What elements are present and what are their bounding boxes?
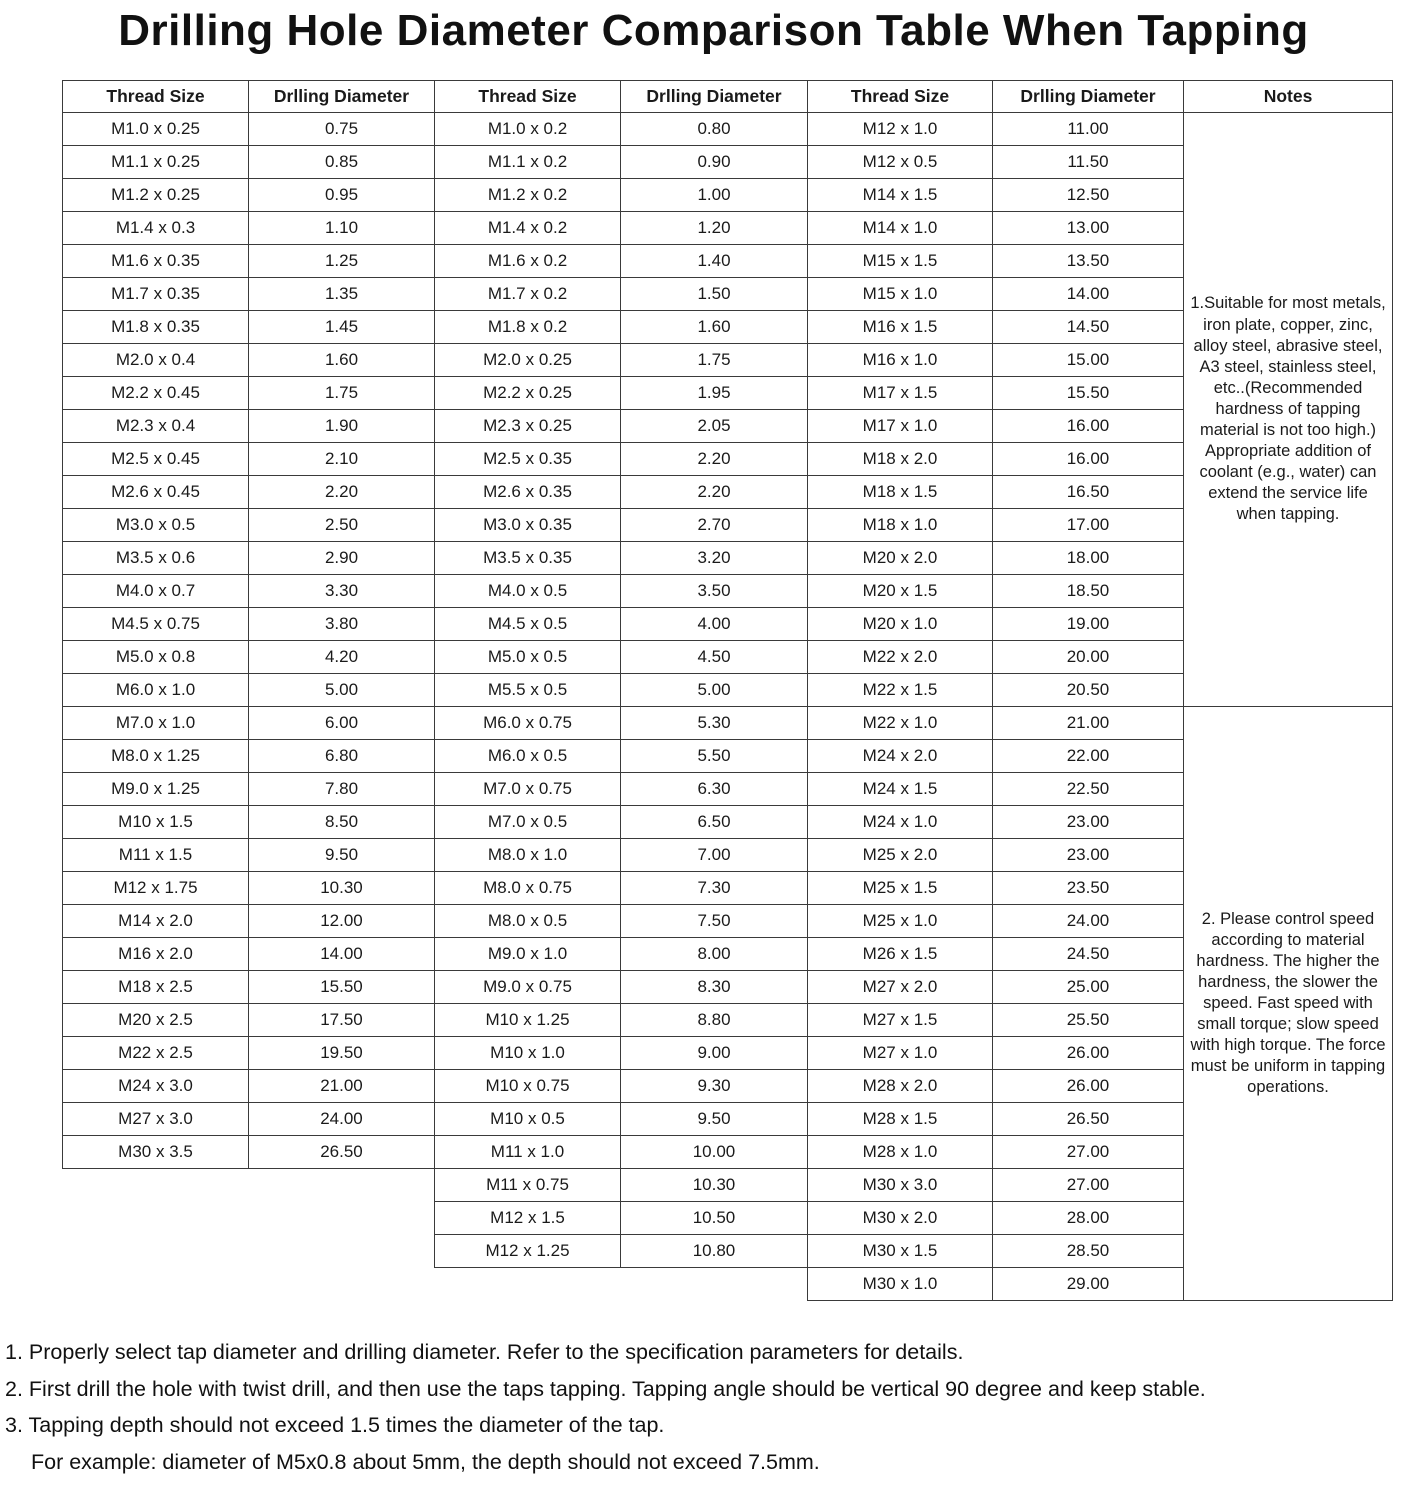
footer-notes bbox=[0, 1341, 1427, 1475]
drilling-diameter-cell: 19.50 bbox=[249, 1037, 435, 1070]
thread-size-cell: M15 x 1.0 bbox=[808, 278, 993, 311]
thread-size-cell: M28 x 2.0 bbox=[808, 1070, 993, 1103]
thread-size-cell: M1.7 x 0.2 bbox=[435, 278, 621, 311]
drilling-diameter-cell: 19.00 bbox=[993, 608, 1184, 641]
thread-size-cell: M10 x 0.75 bbox=[435, 1070, 621, 1103]
empty-cell bbox=[249, 1235, 435, 1268]
drilling-diameter-cell: 0.75 bbox=[249, 113, 435, 146]
drilling-diameter-cell: 27.00 bbox=[993, 1169, 1184, 1202]
col-header-drilling-diameter-1: Drlling Diameter bbox=[249, 81, 435, 113]
thread-size-cell: M1.4 x 0.2 bbox=[435, 212, 621, 245]
drilling-diameter-cell: 7.80 bbox=[249, 773, 435, 806]
thread-size-cell: M25 x 1.5 bbox=[808, 872, 993, 905]
col-header-drilling-diameter-2: Drlling Diameter bbox=[621, 81, 808, 113]
drilling-diameter-cell: 5.30 bbox=[621, 707, 808, 740]
drilling-diameter-cell: 9.50 bbox=[249, 839, 435, 872]
drilling-diameter-cell: 28.00 bbox=[993, 1202, 1184, 1235]
thread-size-cell: M18 x 2.0 bbox=[808, 443, 993, 476]
drilling-diameter-cell: 10.00 bbox=[621, 1136, 808, 1169]
thread-size-cell: M20 x 1.0 bbox=[808, 608, 993, 641]
thread-size-cell: M10 x 1.0 bbox=[435, 1037, 621, 1070]
drilling-diameter-cell: 14.00 bbox=[993, 278, 1184, 311]
thread-size-cell: M7.0 x 0.75 bbox=[435, 773, 621, 806]
drilling-diameter-cell: 1.45 bbox=[249, 311, 435, 344]
empty-cell bbox=[435, 1268, 621, 1301]
drilling-diameter-cell: 8.00 bbox=[621, 938, 808, 971]
thread-size-cell: M20 x 1.5 bbox=[808, 575, 993, 608]
drilling-diameter-cell: 21.00 bbox=[993, 707, 1184, 740]
thread-size-cell: M5.0 x 0.5 bbox=[435, 641, 621, 674]
thread-size-cell: M3.0 x 0.35 bbox=[435, 509, 621, 542]
thread-size-cell: M12 x 1.0 bbox=[808, 113, 993, 146]
footer-note-1: 1. Properly select tap diameter and drilling diameter. Refer to the specification parameters for details. bbox=[5, 1340, 964, 1364]
drilling-diameter-cell: 2.20 bbox=[249, 476, 435, 509]
thread-size-cell: M1.2 x 0.25 bbox=[63, 179, 249, 212]
drilling-diameter-cell: 5.00 bbox=[249, 674, 435, 707]
thread-size-cell: M14 x 1.5 bbox=[808, 179, 993, 212]
drilling-diameter-cell: 9.30 bbox=[621, 1070, 808, 1103]
drilling-diameter-cell: 17.50 bbox=[249, 1004, 435, 1037]
drilling-diameter-cell: 11.50 bbox=[993, 146, 1184, 179]
drilling-diameter-cell: 2.20 bbox=[621, 443, 808, 476]
drilling-diameter-cell: 7.00 bbox=[621, 839, 808, 872]
drilling-diameter-table bbox=[62, 80, 1393, 1301]
notes-cell-2: 2. Please control speed according to material hardness. The higher the hardness, the slower the speed. Fast speed with small torque; slow speed with high torque. The force must be uniform in tapping operations. bbox=[1184, 707, 1393, 1301]
thread-size-cell: M2.6 x 0.35 bbox=[435, 476, 621, 509]
drilling-diameter-cell: 10.30 bbox=[621, 1169, 808, 1202]
drilling-diameter-cell: 23.00 bbox=[993, 806, 1184, 839]
thread-size-cell: M20 x 2.5 bbox=[63, 1004, 249, 1037]
thread-size-cell: M28 x 1.0 bbox=[808, 1136, 993, 1169]
drilling-diameter-cell: 13.50 bbox=[993, 245, 1184, 278]
empty-cell bbox=[63, 1235, 249, 1268]
col-header-thread-size-3: Thread Size bbox=[808, 81, 993, 113]
thread-size-cell: M1.4 x 0.3 bbox=[63, 212, 249, 245]
drilling-diameter-cell: 9.50 bbox=[621, 1103, 808, 1136]
drilling-diameter-cell: 2.05 bbox=[621, 410, 808, 443]
thread-size-cell: M22 x 2.0 bbox=[808, 641, 993, 674]
drilling-diameter-cell: 10.30 bbox=[249, 872, 435, 905]
drilling-diameter-cell: 4.50 bbox=[621, 641, 808, 674]
thread-size-cell: M1.2 x 0.2 bbox=[435, 179, 621, 212]
thread-size-cell: M27 x 1.0 bbox=[808, 1037, 993, 1070]
drilling-diameter-cell: 12.00 bbox=[249, 905, 435, 938]
footer-note-2: 2. First drill the hole with twist drill, and then use the taps tapping. Tapping angle should be vertical 90 degree and keep stable. bbox=[5, 1376, 1206, 1401]
thread-size-cell: M22 x 2.5 bbox=[63, 1037, 249, 1070]
thread-size-cell: M12 x 1.25 bbox=[435, 1235, 621, 1268]
thread-size-cell: M24 x 1.0 bbox=[808, 806, 993, 839]
drilling-diameter-cell: 14.00 bbox=[249, 938, 435, 971]
thread-size-cell: M16 x 1.5 bbox=[808, 311, 993, 344]
thread-size-cell: M1.0 x 0.25 bbox=[63, 113, 249, 146]
drilling-diameter-cell: 6.50 bbox=[621, 806, 808, 839]
empty-cell bbox=[249, 1268, 435, 1301]
drilling-diameter-cell: 15.50 bbox=[993, 377, 1184, 410]
thread-size-cell: M25 x 2.0 bbox=[808, 839, 993, 872]
drilling-diameter-cell: 22.00 bbox=[993, 740, 1184, 773]
thread-size-cell: M2.5 x 0.45 bbox=[63, 443, 249, 476]
thread-size-cell: M20 x 2.0 bbox=[808, 542, 993, 575]
thread-size-cell: M2.0 x 0.25 bbox=[435, 344, 621, 377]
drilling-diameter-cell: 17.00 bbox=[993, 509, 1184, 542]
col-header-thread-size-2: Thread Size bbox=[435, 81, 621, 113]
thread-size-cell: M27 x 2.0 bbox=[808, 971, 993, 1004]
thread-size-cell: M1.0 x 0.2 bbox=[435, 113, 621, 146]
drilling-diameter-cell: 20.50 bbox=[993, 674, 1184, 707]
drilling-diameter-cell: 3.80 bbox=[249, 608, 435, 641]
drilling-diameter-cell: 1.60 bbox=[621, 311, 808, 344]
thread-size-cell: M25 x 1.0 bbox=[808, 905, 993, 938]
drilling-diameter-cell: 26.00 bbox=[993, 1070, 1184, 1103]
thread-size-cell: M1.8 x 0.35 bbox=[63, 311, 249, 344]
drilling-diameter-cell: 1.50 bbox=[621, 278, 808, 311]
drilling-diameter-cell: 24.00 bbox=[993, 905, 1184, 938]
thread-size-cell: M12 x 0.5 bbox=[808, 146, 993, 179]
thread-size-cell: M1.7 x 0.35 bbox=[63, 278, 249, 311]
thread-size-cell: M11 x 1.5 bbox=[63, 839, 249, 872]
drilling-diameter-cell: 15.50 bbox=[249, 971, 435, 1004]
thread-size-cell: M15 x 1.5 bbox=[808, 245, 993, 278]
drilling-diameter-cell: 16.50 bbox=[993, 476, 1184, 509]
thread-size-cell: M2.0 x 0.4 bbox=[63, 344, 249, 377]
drilling-diameter-cell: 12.50 bbox=[993, 179, 1184, 212]
drilling-diameter-cell: 2.10 bbox=[249, 443, 435, 476]
thread-size-cell: M6.0 x 0.5 bbox=[435, 740, 621, 773]
drilling-diameter-cell: 1.00 bbox=[621, 179, 808, 212]
thread-size-cell: M30 x 1.0 bbox=[808, 1268, 993, 1301]
thread-size-cell: M17 x 1.5 bbox=[808, 377, 993, 410]
thread-size-cell: M24 x 1.5 bbox=[808, 773, 993, 806]
col-header-drilling-diameter-3: Drlling Diameter bbox=[993, 81, 1184, 113]
thread-size-cell: M28 x 1.5 bbox=[808, 1103, 993, 1136]
thread-size-cell: M27 x 1.5 bbox=[808, 1004, 993, 1037]
col-header-notes: Notes bbox=[1184, 81, 1393, 113]
thread-size-cell: M4.0 x 0.5 bbox=[435, 575, 621, 608]
drilling-diameter-cell: 23.50 bbox=[993, 872, 1184, 905]
thread-size-cell: M1.1 x 0.25 bbox=[63, 146, 249, 179]
drilling-diameter-cell: 8.30 bbox=[621, 971, 808, 1004]
drilling-diameter-cell: 9.00 bbox=[621, 1037, 808, 1070]
footer-note-3: 3. Tapping depth should not exceed 1.5 times the diameter of the tap. bbox=[5, 1413, 665, 1438]
drilling-diameter-cell: 16.00 bbox=[993, 443, 1184, 476]
drilling-diameter-cell: 25.00 bbox=[993, 971, 1184, 1004]
thread-size-cell: M8.0 x 1.0 bbox=[435, 839, 621, 872]
drilling-diameter-cell: 6.00 bbox=[249, 707, 435, 740]
thread-size-cell: M30 x 3.0 bbox=[808, 1169, 993, 1202]
thread-size-cell: M4.0 x 0.7 bbox=[63, 575, 249, 608]
thread-size-cell: M12 x 1.5 bbox=[435, 1202, 621, 1235]
thread-size-cell: M7.0 x 0.5 bbox=[435, 806, 621, 839]
drilling-diameter-cell: 11.00 bbox=[993, 113, 1184, 146]
thread-size-cell: M24 x 3.0 bbox=[63, 1070, 249, 1103]
drilling-diameter-cell: 18.00 bbox=[993, 542, 1184, 575]
thread-size-cell: M1.6 x 0.35 bbox=[63, 245, 249, 278]
table-row bbox=[63, 113, 1393, 146]
thread-size-cell: M1.1 x 0.2 bbox=[435, 146, 621, 179]
drilling-diameter-cell: 1.75 bbox=[621, 344, 808, 377]
thread-size-cell: M8.0 x 0.5 bbox=[435, 905, 621, 938]
thread-size-cell: M9.0 x 1.0 bbox=[435, 938, 621, 971]
notes-cell-1: 1.Suitable for most metals, iron plate, copper, zinc, alloy steel, abrasive steel, A3 steel, stainless steel, etc..(Recommended hardness of tapping material is not too high.) Appropriate addition of coolant (e.g., water) can extend the service life when tapping. bbox=[1184, 113, 1393, 707]
drilling-diameter-cell: 1.75 bbox=[249, 377, 435, 410]
drilling-diameter-cell: 0.80 bbox=[621, 113, 808, 146]
thread-size-cell: M2.2 x 0.45 bbox=[63, 377, 249, 410]
thread-size-cell: M5.5 x 0.5 bbox=[435, 674, 621, 707]
drilling-diameter-cell: 2.20 bbox=[621, 476, 808, 509]
drilling-diameter-cell: 10.80 bbox=[621, 1235, 808, 1268]
drilling-diameter-cell: 3.50 bbox=[621, 575, 808, 608]
drilling-diameter-cell: 5.50 bbox=[621, 740, 808, 773]
thread-size-cell: M24 x 2.0 bbox=[808, 740, 993, 773]
drilling-diameter-cell: 26.50 bbox=[993, 1103, 1184, 1136]
drilling-diameter-cell: 1.40 bbox=[621, 245, 808, 278]
drilling-diameter-cell: 0.95 bbox=[249, 179, 435, 212]
drilling-diameter-cell: 1.25 bbox=[249, 245, 435, 278]
drilling-diameter-cell: 26.50 bbox=[249, 1136, 435, 1169]
thread-size-cell: M8.0 x 1.25 bbox=[63, 740, 249, 773]
thread-size-cell: M12 x 1.75 bbox=[63, 872, 249, 905]
drilling-diameter-cell: 8.50 bbox=[249, 806, 435, 839]
drilling-diameter-cell: 14.50 bbox=[993, 311, 1184, 344]
empty-cell bbox=[249, 1202, 435, 1235]
thread-size-cell: M11 x 1.0 bbox=[435, 1136, 621, 1169]
drilling-diameter-cell: 3.30 bbox=[249, 575, 435, 608]
drilling-diameter-cell: 1.60 bbox=[249, 344, 435, 377]
drilling-diameter-cell: 7.30 bbox=[621, 872, 808, 905]
thread-size-cell: M7.0 x 1.0 bbox=[63, 707, 249, 740]
drilling-diameter-cell: 7.50 bbox=[621, 905, 808, 938]
thread-size-cell: M14 x 2.0 bbox=[63, 905, 249, 938]
drilling-diameter-cell: 3.20 bbox=[621, 542, 808, 575]
thread-size-cell: M18 x 1.0 bbox=[808, 509, 993, 542]
thread-size-cell: M22 x 1.5 bbox=[808, 674, 993, 707]
drilling-diameter-cell: 6.30 bbox=[621, 773, 808, 806]
drilling-diameter-cell: 1.95 bbox=[621, 377, 808, 410]
comparison-table-body bbox=[63, 113, 1393, 1301]
drilling-diameter-cell: 15.00 bbox=[993, 344, 1184, 377]
footer-note-example: For example: diameter of M5x0.8 about 5mm, the depth should not exceed 7.5mm. bbox=[31, 1449, 820, 1474]
table-row bbox=[63, 707, 1393, 740]
thread-size-cell: M1.6 x 0.2 bbox=[435, 245, 621, 278]
drilling-diameter-cell: 0.90 bbox=[621, 146, 808, 179]
thread-size-cell: M26 x 1.5 bbox=[808, 938, 993, 971]
drilling-diameter-cell: 18.50 bbox=[993, 575, 1184, 608]
drilling-diameter-cell: 24.00 bbox=[249, 1103, 435, 1136]
drilling-diameter-cell: 2.50 bbox=[249, 509, 435, 542]
drilling-diameter-cell: 28.50 bbox=[993, 1235, 1184, 1268]
thread-size-cell: M22 x 1.0 bbox=[808, 707, 993, 740]
thread-size-cell: M10 x 1.25 bbox=[435, 1004, 621, 1037]
drilling-diameter-cell: 0.85 bbox=[249, 146, 435, 179]
thread-size-cell: M1.8 x 0.2 bbox=[435, 311, 621, 344]
drilling-diameter-cell: 25.50 bbox=[993, 1004, 1184, 1037]
drilling-diameter-cell: 10.50 bbox=[621, 1202, 808, 1235]
drilling-diameter-cell: 21.00 bbox=[249, 1070, 435, 1103]
drilling-diameter-cell: 6.80 bbox=[249, 740, 435, 773]
thread-size-cell: M5.0 x 0.8 bbox=[63, 641, 249, 674]
thread-size-cell: M4.5 x 0.75 bbox=[63, 608, 249, 641]
thread-size-cell: M6.0 x 1.0 bbox=[63, 674, 249, 707]
empty-cell bbox=[621, 1268, 808, 1301]
drilling-diameter-cell: 13.00 bbox=[993, 212, 1184, 245]
drilling-diameter-cell: 4.20 bbox=[249, 641, 435, 674]
drilling-diameter-cell: 8.80 bbox=[621, 1004, 808, 1037]
col-header-thread-size-1: Thread Size bbox=[63, 81, 249, 113]
thread-size-cell: M14 x 1.0 bbox=[808, 212, 993, 245]
thread-size-cell: M9.0 x 1.25 bbox=[63, 773, 249, 806]
thread-size-cell: M3.5 x 0.35 bbox=[435, 542, 621, 575]
thread-size-cell: M11 x 0.75 bbox=[435, 1169, 621, 1202]
thread-size-cell: M10 x 0.5 bbox=[435, 1103, 621, 1136]
thread-size-cell: M16 x 2.0 bbox=[63, 938, 249, 971]
thread-size-cell: M27 x 3.0 bbox=[63, 1103, 249, 1136]
empty-cell bbox=[63, 1202, 249, 1235]
empty-cell bbox=[63, 1169, 249, 1202]
drilling-diameter-cell: 1.35 bbox=[249, 278, 435, 311]
drilling-diameter-cell: 2.90 bbox=[249, 542, 435, 575]
thread-size-cell: M3.5 x 0.6 bbox=[63, 542, 249, 575]
thread-size-cell: M6.0 x 0.75 bbox=[435, 707, 621, 740]
thread-size-cell: M2.2 x 0.25 bbox=[435, 377, 621, 410]
thread-size-cell: M3.0 x 0.5 bbox=[63, 509, 249, 542]
empty-cell bbox=[63, 1268, 249, 1301]
thread-size-cell: M2.3 x 0.4 bbox=[63, 410, 249, 443]
page-title: Drilling Hole Diameter Comparison Table When Tapping bbox=[118, 6, 1309, 55]
drilling-diameter-cell: 1.20 bbox=[621, 212, 808, 245]
drilling-diameter-cell: 22.50 bbox=[993, 773, 1184, 806]
drilling-diameter-cell: 24.50 bbox=[993, 938, 1184, 971]
empty-cell bbox=[249, 1169, 435, 1202]
drilling-diameter-cell: 23.00 bbox=[993, 839, 1184, 872]
table-header-row bbox=[63, 81, 1393, 113]
drilling-diameter-cell: 4.00 bbox=[621, 608, 808, 641]
drilling-diameter-cell: 1.90 bbox=[249, 410, 435, 443]
drilling-diameter-cell: 1.10 bbox=[249, 212, 435, 245]
drilling-diameter-cell: 27.00 bbox=[993, 1136, 1184, 1169]
thread-size-cell: M18 x 1.5 bbox=[808, 476, 993, 509]
drilling-diameter-cell: 2.70 bbox=[621, 509, 808, 542]
drilling-diameter-cell: 5.00 bbox=[621, 674, 808, 707]
thread-size-cell: M30 x 1.5 bbox=[808, 1235, 993, 1268]
thread-size-cell: M10 x 1.5 bbox=[63, 806, 249, 839]
thread-size-cell: M2.6 x 0.45 bbox=[63, 476, 249, 509]
drilling-diameter-cell: 29.00 bbox=[993, 1268, 1184, 1301]
thread-size-cell: M8.0 x 0.75 bbox=[435, 872, 621, 905]
drilling-diameter-cell: 16.00 bbox=[993, 410, 1184, 443]
thread-size-cell: M4.5 x 0.5 bbox=[435, 608, 621, 641]
thread-size-cell: M9.0 x 0.75 bbox=[435, 971, 621, 1004]
drilling-diameter-cell: 26.00 bbox=[993, 1037, 1184, 1070]
drilling-diameter-cell: 20.00 bbox=[993, 641, 1184, 674]
thread-size-cell: M16 x 1.0 bbox=[808, 344, 993, 377]
thread-size-cell: M30 x 2.0 bbox=[808, 1202, 993, 1235]
thread-size-cell: M2.3 x 0.25 bbox=[435, 410, 621, 443]
thread-size-cell: M17 x 1.0 bbox=[808, 410, 993, 443]
thread-size-cell: M30 x 3.5 bbox=[63, 1136, 249, 1169]
thread-size-cell: M2.5 x 0.35 bbox=[435, 443, 621, 476]
thread-size-cell: M18 x 2.5 bbox=[63, 971, 249, 1004]
